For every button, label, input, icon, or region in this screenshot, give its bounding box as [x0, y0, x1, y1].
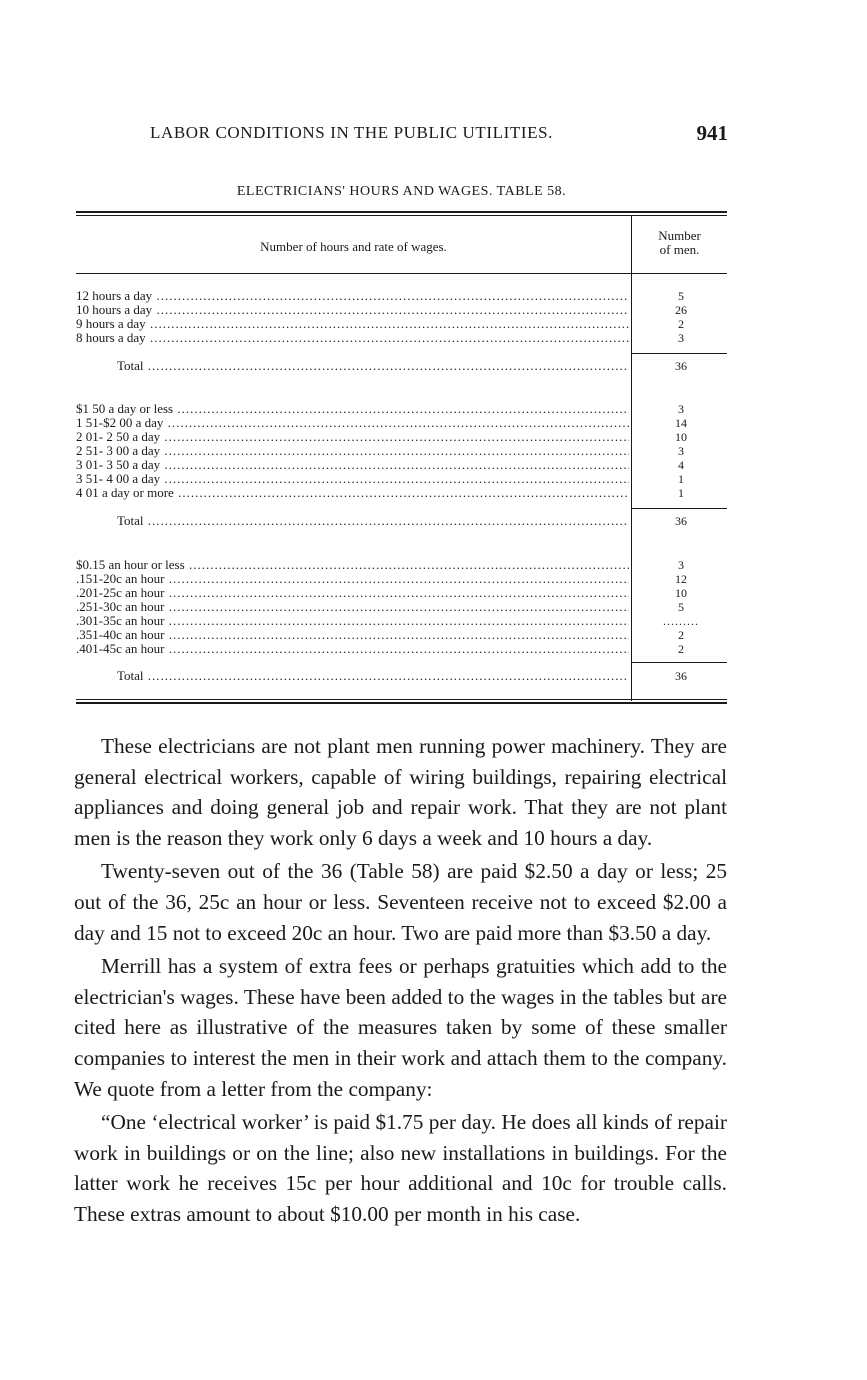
table-header-rule: [76, 273, 727, 274]
column-header-line-2: of men.: [659, 242, 700, 257]
table-row: 12 hours a day ..... 5: [76, 289, 727, 303]
paragraph: Twenty-seven out of the 36 (Table 58) are paid $2.50 a day or less; 25 out of the 36, 25c an hour or less. Seventeen receive not to exceed $2.00 a day and 15 not to exceed 20c an hour. Two are paid more than $3.50 a day.: [74, 859, 727, 945]
table-row: .401-45c an hour ..... 2: [76, 642, 727, 656]
table-bottom-rule: [76, 702, 727, 704]
table-top-rule: [76, 211, 727, 213]
table-row: .201-25c an hour ..... 10: [76, 586, 727, 600]
table-row: .301-35c an hour ..... .........: [76, 614, 727, 628]
table-row: 3 01- 3 50 a day ..... 4: [76, 458, 727, 472]
table-row: $1 50 a day or less ..... 3: [76, 402, 727, 416]
running-head-title: LABOR CONDITIONS IN THE PUBLIC UTILITIES.: [150, 123, 553, 142]
table-row: 9 hours a day ..... 2: [76, 317, 727, 331]
running-head: [150, 121, 730, 151]
total-row: Total ..... 36: [76, 359, 727, 373]
table-row: .151-20c an hour ..... 12: [76, 572, 727, 586]
table-bottom-rule-thin: [76, 699, 727, 700]
column-header-hours-wages: Number of hours and rate of wages.: [260, 239, 447, 254]
table-row: .251-30c an hour ..... 5: [76, 600, 727, 614]
table-row: 1 51-$2 00 a day ..... 14: [76, 416, 727, 430]
table-row: 2 51- 3 00 a day ..... 3: [76, 444, 727, 458]
total-row: Total ..... 36: [76, 669, 727, 683]
table-row: 4 01 a day or more ..... 1: [76, 486, 727, 500]
table-caption: ELECTRICIANS' HOURS AND WAGES. TABLE 58.: [236, 184, 567, 199]
paragraph: Merrill has a system of extra fees or perhaps gratuities which add to the electrician's wages. These have been added to the wages in the tables but are cited here as illustrative of the measures taken by some of these smaller companies to interest the men in their work and attach them to the company. We quote from a letter from the company:: [74, 954, 727, 1101]
wages-table: [76, 211, 727, 706]
total-rule: [632, 353, 727, 354]
paragraph: “One ‘electrical worker’ is paid $1.75 per day. He does all kinds of repair work in buildings or on the line; also new installations in buildings. For the latter work he receives 15c per hour additional and 10c for trouble calls. These extras amount to about $10.00 per month in his case.: [74, 1110, 727, 1226]
column-header-number-of-men: [632, 229, 727, 257]
total-row: Total ..... 36: [76, 514, 727, 528]
table-row: 8 hours a day ..... 3: [76, 331, 727, 345]
table-row: 3 51- 4 00 a day ..... 1: [76, 472, 727, 486]
body-text: [74, 731, 727, 1230]
page-number: 941: [696, 121, 728, 145]
table-row: 2 01- 2 50 a day ..... 10: [76, 430, 727, 444]
table-row: .351-40c an hour ..... 2: [76, 628, 727, 642]
table-row: $0.15 an hour or less ..... 3: [76, 558, 727, 572]
table-row: 10 hours a day ..... 26: [76, 303, 727, 317]
table-top-rule-thin: [76, 215, 727, 216]
total-rule: [632, 508, 727, 509]
paragraph: These electricians are not plant men running power machinery. They are general electrical workers, capable of wiring buildings, repairing electrical appliances and doing general job and repair work. That they are not plant men is the reason they work only 6 days a week and 10 hours a day.: [74, 734, 727, 850]
column-header-line-1: Number: [658, 228, 701, 243]
total-rule: [632, 662, 727, 663]
